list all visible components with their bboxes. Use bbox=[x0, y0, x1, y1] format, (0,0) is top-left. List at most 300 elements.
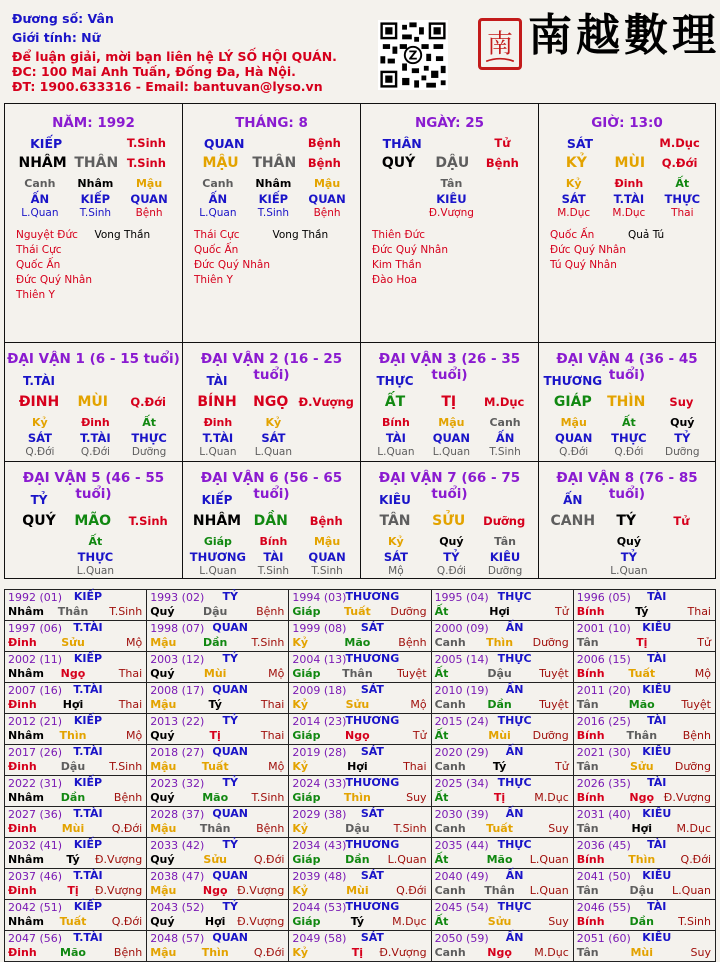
year-ten-god: SÁT bbox=[360, 621, 384, 634]
luu-nien-row bbox=[5, 590, 716, 621]
dv-hidden-phase: L.Quan bbox=[199, 565, 237, 577]
phase-label: Tử bbox=[494, 136, 511, 150]
year-label: 2013 (22) bbox=[150, 715, 205, 728]
dv-hidden-stem: Quý bbox=[670, 416, 695, 429]
year-branch: Ngọ bbox=[202, 884, 228, 897]
hidden-stem: Mậu bbox=[135, 177, 163, 190]
year-cell bbox=[5, 621, 146, 651]
hidden-ten-god: ẤN bbox=[208, 192, 228, 206]
year-branch: Dậu bbox=[60, 760, 86, 773]
dv-hidden-stem: Giáp bbox=[203, 535, 232, 548]
dv-hidden-ten-god: THỰC bbox=[611, 431, 647, 445]
dv-hidden-phase: L.Quan bbox=[199, 446, 237, 458]
year-stem: Nhâm bbox=[8, 605, 44, 618]
hidden-ten-god: KIÊU bbox=[436, 192, 467, 206]
dai-van-box bbox=[182, 461, 361, 579]
phone-email[interactable]: ĐT: 1900.633316 - Email: bantuvan@lyso.vn bbox=[12, 79, 323, 94]
year-cell bbox=[574, 869, 715, 899]
dv-hidden-ten-god: ẤN bbox=[495, 431, 515, 445]
year-branch: Thân bbox=[199, 822, 231, 835]
luu-nien-cell bbox=[431, 869, 573, 900]
year-branch: Mùi bbox=[203, 667, 227, 680]
dv-hidden-phase: L.Quan bbox=[254, 446, 292, 458]
dai-van-ten-god: KIẾP bbox=[201, 493, 233, 507]
dai-van-phase: Bệnh bbox=[309, 514, 343, 528]
year-label: 2050 (59) bbox=[434, 932, 489, 945]
luu-nien-cell bbox=[431, 900, 573, 931]
year-phase: Q.Đới bbox=[253, 946, 285, 959]
year-stem: Quý bbox=[150, 729, 175, 742]
year-stem: Kỷ bbox=[292, 822, 309, 835]
luu-nien-cell bbox=[289, 776, 431, 807]
dv-hidden-ten-god: QUAN bbox=[308, 550, 346, 564]
year-stem: Canh bbox=[434, 946, 466, 959]
address: ĐC: 100 Mai Anh Tuấn, Đống Đa, Hà Nội. bbox=[12, 64, 296, 79]
luu-nien-cell bbox=[147, 621, 289, 652]
year-cell bbox=[147, 869, 288, 899]
year-label: 2042 (51) bbox=[8, 901, 63, 914]
dv-hidden-stem: Kỷ bbox=[32, 416, 48, 429]
luu-nien-cell bbox=[573, 714, 715, 745]
dv-hidden-ten-god: T.TÀI bbox=[202, 431, 234, 445]
luu-nien-cell bbox=[431, 838, 573, 869]
hidden-phase: T.Sinh bbox=[79, 207, 112, 219]
year-label: 2030 (39) bbox=[434, 808, 489, 821]
year-phase: Q.Đới bbox=[253, 853, 285, 866]
luu-nien-cell bbox=[431, 621, 573, 652]
year-ten-god: THỰC bbox=[497, 714, 532, 727]
year-phase: L.Quan bbox=[529, 853, 569, 866]
year-branch: Ngọ bbox=[629, 791, 655, 804]
luu-nien-cell bbox=[5, 838, 147, 869]
year-ten-god: THƯƠNG bbox=[345, 652, 400, 665]
pillar-box bbox=[538, 103, 716, 343]
hidden-stem: Đinh bbox=[614, 177, 644, 190]
year-stem: Canh bbox=[434, 698, 466, 711]
luu-nien-cell bbox=[289, 652, 431, 683]
luu-nien-row bbox=[5, 900, 716, 931]
hidden-phase: M.Dục bbox=[557, 207, 591, 219]
hidden-phase: Đ.Vượng bbox=[428, 207, 474, 219]
dv-hidden-phase: T.Sinh bbox=[311, 565, 343, 577]
year-branch: Dần bbox=[629, 915, 654, 928]
year-ten-god: KIẾP bbox=[73, 590, 103, 603]
year-stem: Giáp bbox=[292, 605, 321, 618]
year-ten-god: QUAN bbox=[212, 745, 249, 758]
year-stem: Nhâm bbox=[8, 667, 44, 680]
hidden-stem: Nhâm bbox=[255, 177, 292, 190]
star-item: Đức Quý Nhân bbox=[16, 274, 92, 286]
dai-van-box bbox=[360, 342, 539, 462]
qr-code-icon[interactable] bbox=[378, 20, 448, 90]
year-stem: Giáp bbox=[292, 915, 321, 928]
year-ten-god: T.TÀI bbox=[73, 621, 103, 634]
dai-van-ten-god: THƯƠNG bbox=[543, 374, 603, 388]
year-ten-god: KIẾP bbox=[73, 714, 103, 727]
year-phase: Bệnh bbox=[256, 605, 285, 618]
luu-nien-cell bbox=[289, 807, 431, 838]
hidden-phase: Bệnh bbox=[313, 207, 341, 219]
ten-god-label: QUAN bbox=[203, 136, 245, 151]
pillar-title: NGÀY: 25 bbox=[414, 115, 485, 131]
luu-nien-row bbox=[5, 621, 716, 652]
heavenly-stem: NHÂM bbox=[18, 155, 67, 171]
year-phase: Thai bbox=[118, 698, 143, 711]
year-branch: Ngọ bbox=[345, 729, 370, 742]
luu-nien-cell bbox=[573, 776, 715, 807]
year-ten-god: TỶ bbox=[222, 714, 238, 727]
dai-van-stem: ẤT bbox=[384, 394, 406, 410]
year-ten-god: ẤN bbox=[505, 807, 524, 820]
year-phase: Mộ bbox=[125, 636, 143, 649]
year-branch: Mùi bbox=[488, 729, 511, 742]
year-phase: T.Sinh bbox=[251, 636, 285, 649]
year-cell bbox=[289, 621, 430, 651]
hidden-phase: Bệnh bbox=[135, 207, 163, 219]
year-cell bbox=[5, 590, 146, 620]
year-cell bbox=[432, 590, 573, 620]
branch-phase: Q.Đới bbox=[661, 156, 698, 170]
year-stem: Kỷ bbox=[292, 636, 309, 649]
dv-hidden-stem: Ất bbox=[142, 416, 156, 429]
year-stem: Tân bbox=[576, 822, 599, 835]
year-branch: Thìn bbox=[201, 946, 229, 959]
year-branch: Ngọ bbox=[487, 946, 512, 959]
dai-van-phase: Tử bbox=[673, 514, 690, 528]
year-ten-god: QUAN bbox=[212, 621, 249, 634]
dv-hidden-ten-god: THƯƠNG bbox=[189, 550, 246, 564]
year-branch: Dậu bbox=[345, 822, 370, 835]
pillar-title: THÁNG: 8 bbox=[235, 115, 308, 131]
year-label: 2000 (09) bbox=[434, 622, 489, 635]
year-cell bbox=[289, 776, 430, 806]
year-label: 2005 (14) bbox=[434, 653, 489, 666]
year-phase: Q.Đới bbox=[680, 853, 711, 866]
earthly-branch: THÂN bbox=[252, 155, 297, 171]
year-phase: Tuyệt bbox=[539, 698, 569, 711]
year-label: 2036 (45) bbox=[576, 839, 631, 852]
dv-hidden-ten-god: TÀI bbox=[263, 550, 284, 564]
year-branch: Thìn bbox=[343, 791, 371, 804]
year-phase: M.Dục bbox=[534, 946, 569, 959]
dai-van-title: ĐẠI VẬN 5 (46 - 55 tuổi) bbox=[22, 470, 165, 502]
year-ten-god: TÀI bbox=[647, 838, 667, 851]
year-branch: Thìn bbox=[486, 636, 514, 649]
year-stem: Đinh bbox=[8, 698, 37, 711]
year-phase: Tử bbox=[555, 760, 569, 773]
year-stem: Giáp bbox=[292, 791, 321, 804]
dai-van-ten-god: TÀI bbox=[206, 374, 228, 388]
year-label: 2025 (34) bbox=[434, 777, 489, 790]
year-stem: Giáp bbox=[292, 667, 321, 680]
year-label: 2019 (28) bbox=[292, 746, 347, 759]
dv-hidden-ten-god: SÁT bbox=[261, 431, 286, 445]
year-stem: Canh bbox=[434, 636, 466, 649]
ten-god-label: THÂN bbox=[382, 136, 422, 151]
year-phase: Dưỡng bbox=[390, 605, 427, 618]
dv-hidden-ten-god: TỶ bbox=[674, 431, 691, 445]
year-branch: Thân bbox=[342, 667, 373, 680]
hidden-phase: M.Dục bbox=[612, 207, 646, 219]
year-label: 2012 (21) bbox=[8, 715, 63, 728]
year-stem: Quý bbox=[150, 853, 175, 866]
year-label: 2039 (48) bbox=[292, 870, 347, 883]
year-ten-god: T.TÀI bbox=[73, 869, 103, 882]
star-item: Tú Quý Nhân bbox=[550, 259, 617, 271]
year-cell bbox=[574, 807, 715, 837]
year-phase: Đ.Vượng bbox=[94, 884, 143, 897]
year-branch: Hợi bbox=[489, 605, 510, 618]
luu-nien-row bbox=[5, 838, 716, 869]
dv-hidden-ten-god: KIÊU bbox=[489, 550, 521, 564]
year-stem: Quý bbox=[150, 667, 175, 680]
year-phase: Q.Đới bbox=[111, 915, 143, 928]
pillar-box bbox=[4, 103, 183, 343]
year-stem: Đinh bbox=[8, 946, 37, 959]
year-stem: Đinh bbox=[8, 636, 37, 649]
earthly-branch: MÙI bbox=[614, 155, 646, 171]
year-ten-god: THƯƠNG bbox=[345, 900, 400, 913]
year-label: 2026 (35) bbox=[576, 777, 631, 790]
year-ten-god: KIÊU bbox=[642, 931, 672, 944]
year-cell bbox=[147, 652, 288, 682]
year-ten-god: QUAN bbox=[212, 931, 249, 944]
star-item: Vong Thần bbox=[94, 229, 151, 241]
year-ten-god: TÀI bbox=[647, 590, 667, 603]
dai-van-stem: ĐINH bbox=[18, 394, 60, 410]
luu-nien-cell bbox=[5, 900, 147, 931]
year-ten-god: QUAN bbox=[212, 807, 249, 820]
dv-hidden-ten-god: SÁT bbox=[383, 550, 408, 564]
year-ten-god: T.TÀI bbox=[73, 683, 103, 696]
year-ten-god: KIẾP bbox=[73, 900, 103, 913]
year-ten-god: QUAN bbox=[212, 869, 249, 882]
year-phase: Bệnh bbox=[113, 946, 143, 959]
year-stem: Mậu bbox=[150, 884, 177, 897]
dai-van-box bbox=[4, 342, 183, 462]
dai-van-ten-god: KIÊU bbox=[379, 493, 411, 507]
year-cell bbox=[574, 683, 715, 713]
year-stem: Canh bbox=[434, 822, 466, 835]
year-branch: Thân bbox=[57, 605, 89, 618]
year-branch: Sửu bbox=[203, 853, 227, 866]
hidden-ten-god: KIẾP bbox=[258, 192, 289, 206]
hidden-ten-god: SÁT bbox=[561, 192, 586, 206]
year-cell bbox=[147, 900, 288, 930]
year-stem: Giáp bbox=[292, 729, 321, 742]
luu-nien-cell bbox=[5, 590, 147, 621]
year-cell bbox=[147, 621, 288, 651]
year-cell bbox=[147, 776, 288, 806]
year-ten-god: TÀI bbox=[647, 652, 667, 665]
dai-van-title: ĐẠI VẬN 2 (16 - 25 tuổi) bbox=[200, 351, 343, 383]
year-cell bbox=[432, 869, 573, 899]
year-cell bbox=[574, 590, 715, 620]
luu-nien-cell bbox=[573, 745, 715, 776]
year-ten-god: ẤN bbox=[505, 621, 524, 634]
year-cell bbox=[432, 745, 573, 775]
luu-nien-cell bbox=[573, 621, 715, 652]
year-label: 2020 (29) bbox=[434, 746, 489, 759]
year-cell bbox=[5, 745, 146, 775]
year-cell bbox=[147, 931, 288, 961]
year-stem: Quý bbox=[150, 605, 175, 618]
luu-nien-cell bbox=[5, 621, 147, 652]
luu-nien-cell bbox=[289, 869, 431, 900]
year-branch: Mùi bbox=[346, 884, 369, 897]
hidden-phase: L.Quan bbox=[199, 207, 237, 219]
year-cell bbox=[5, 869, 146, 899]
year-ten-god: SÁT bbox=[360, 931, 384, 944]
luu-nien-row bbox=[5, 745, 716, 776]
luu-nien-cell bbox=[147, 838, 289, 869]
dv-hidden-phase: Q.Đới bbox=[25, 446, 55, 458]
year-label: 2015 (24) bbox=[434, 715, 489, 728]
dv-hidden-phase: T.Sinh bbox=[257, 565, 290, 577]
luu-nien-cell bbox=[5, 776, 147, 807]
year-label: 2044 (53) bbox=[292, 901, 347, 914]
dv-hidden-stem: Canh bbox=[489, 416, 521, 429]
year-phase: Mộ bbox=[694, 667, 711, 680]
luu-nien-cell bbox=[573, 590, 715, 621]
pillar-title: GIỜ: 13:0 bbox=[591, 115, 663, 131]
hidden-ten-god: QUAN bbox=[130, 192, 168, 206]
luu-nien-cell bbox=[431, 745, 573, 776]
year-phase: Mộ bbox=[125, 729, 143, 742]
year-phase: L.Quan bbox=[672, 884, 711, 897]
star-item: Thiên Y bbox=[194, 274, 233, 286]
star-item: Quốc Ấn bbox=[16, 259, 61, 271]
year-branch: Tị bbox=[209, 729, 221, 742]
year-stem: Nhâm bbox=[8, 915, 44, 928]
dai-van-box bbox=[4, 461, 183, 579]
star-item: Nguyệt Đức bbox=[16, 229, 78, 241]
year-phase: Suy bbox=[690, 946, 711, 959]
dai-van-ten-god: TỶ bbox=[30, 493, 48, 507]
year-phase: Thai bbox=[118, 667, 143, 680]
star-item: Thiên Y bbox=[16, 289, 55, 301]
luu-nien-cell bbox=[5, 745, 147, 776]
year-branch: Tị bbox=[636, 636, 648, 649]
year-label: 2035 (44) bbox=[434, 839, 489, 852]
luu-nien-cell bbox=[147, 683, 289, 714]
year-branch: Thân bbox=[484, 884, 515, 897]
year-ten-god: QUAN bbox=[212, 683, 249, 696]
year-phase: Suy bbox=[548, 822, 569, 835]
year-label: 2004 (13) bbox=[292, 653, 347, 666]
pillar-title: NĂM: 1992 bbox=[52, 115, 135, 131]
year-ten-god: KIÊU bbox=[642, 683, 672, 696]
year-branch: Mão bbox=[344, 636, 371, 649]
luu-nien-cell bbox=[147, 931, 289, 962]
dv-hidden-ten-god: THỰC bbox=[77, 550, 114, 564]
phase-label: Bệnh bbox=[307, 136, 341, 150]
year-phase: Thai bbox=[687, 605, 711, 618]
year-stem: Ất bbox=[434, 853, 449, 866]
dv-hidden-ten-god: QUAN bbox=[432, 431, 471, 445]
luu-nien-cell bbox=[573, 652, 715, 683]
hidden-phase: L.Quan bbox=[21, 207, 59, 219]
branch-phase: Bệnh bbox=[485, 156, 519, 170]
year-label: 1995 (04) bbox=[434, 591, 489, 604]
year-ten-god: KIÊU bbox=[642, 869, 672, 882]
year-branch: Tý bbox=[66, 853, 80, 866]
hidden-stem: Tân bbox=[440, 177, 463, 190]
year-branch: Thìn bbox=[628, 853, 656, 866]
dai-van-box bbox=[182, 342, 361, 462]
year-ten-god: THƯƠNG bbox=[345, 776, 400, 789]
dv-hidden-phase: Dưỡng bbox=[487, 565, 523, 577]
year-stem: Tân bbox=[576, 698, 599, 711]
year-branch: Mùi bbox=[61, 822, 85, 835]
year-label: 2010 (19) bbox=[434, 684, 489, 697]
year-cell bbox=[289, 838, 430, 868]
year-phase: Bệnh bbox=[256, 822, 285, 835]
dai-van-title: ĐẠI VẬN 3 (26 - 35 tuổi) bbox=[378, 351, 521, 383]
year-stem: Tân bbox=[576, 636, 599, 649]
dv-hidden-phase: L.Quan bbox=[610, 565, 648, 577]
year-label: 2018 (27) bbox=[150, 746, 205, 759]
pillar-box bbox=[182, 103, 361, 343]
luu-nien-cell bbox=[5, 714, 147, 745]
year-label: 2046 (55) bbox=[576, 901, 631, 914]
gender: Giới tính: Nữ bbox=[12, 30, 101, 45]
year-label: 2040 (49) bbox=[434, 870, 489, 883]
dai-van-title: ĐẠI VẬN 7 (66 - 75 tuổi) bbox=[378, 470, 521, 502]
year-ten-god: ẤN bbox=[505, 869, 524, 882]
year-branch: Dậu bbox=[487, 667, 512, 680]
year-stem: Mậu bbox=[150, 698, 177, 711]
year-branch: Hợi bbox=[62, 698, 84, 711]
ten-god-label: KIẾP bbox=[30, 136, 63, 151]
year-cell bbox=[432, 621, 573, 651]
year-ten-god: KIẾP bbox=[73, 776, 103, 789]
luu-nien-cell bbox=[431, 683, 573, 714]
dai-van-phase: Dưỡng bbox=[483, 514, 526, 528]
star-item: Thái Cực bbox=[194, 229, 240, 241]
year-phase: Bệnh bbox=[682, 729, 711, 742]
luu-nien-row bbox=[5, 652, 716, 683]
luu-nien-row bbox=[5, 807, 716, 838]
year-stem: Bính bbox=[576, 915, 605, 928]
luu-nien-cell bbox=[289, 745, 431, 776]
year-cell bbox=[289, 745, 430, 775]
dv-hidden-ten-god: T.TÀI bbox=[80, 431, 111, 445]
luu-nien-cell bbox=[431, 776, 573, 807]
year-cell bbox=[574, 900, 715, 930]
year-stem: Kỷ bbox=[292, 760, 309, 773]
year-label: 2007 (16) bbox=[8, 684, 63, 697]
phase-label: M.Dục bbox=[659, 136, 700, 150]
year-phase: Q.Đới bbox=[111, 822, 143, 835]
dai-van-phase: Đ.Vượng bbox=[298, 395, 354, 409]
year-branch: Mão bbox=[202, 791, 229, 804]
year-ten-god: TỶ bbox=[222, 652, 238, 665]
year-branch: Tý bbox=[635, 605, 649, 618]
hidden-stem: Canh bbox=[24, 177, 56, 190]
year-stem: Ất bbox=[434, 667, 449, 680]
dai-van-branch: THÌN bbox=[607, 394, 646, 410]
year-ten-god: T.TÀI bbox=[73, 745, 103, 758]
year-phase: Bệnh bbox=[398, 636, 427, 649]
luu-nien-row bbox=[5, 869, 716, 900]
year-stem: Kỷ bbox=[292, 884, 309, 897]
year-label: 1992 (01) bbox=[8, 591, 63, 604]
dv-hidden-phase: Q.Đới bbox=[559, 446, 589, 458]
year-cell bbox=[5, 807, 146, 837]
year-label: 2002 (11) bbox=[8, 653, 63, 666]
luu-nien-row bbox=[5, 931, 716, 962]
